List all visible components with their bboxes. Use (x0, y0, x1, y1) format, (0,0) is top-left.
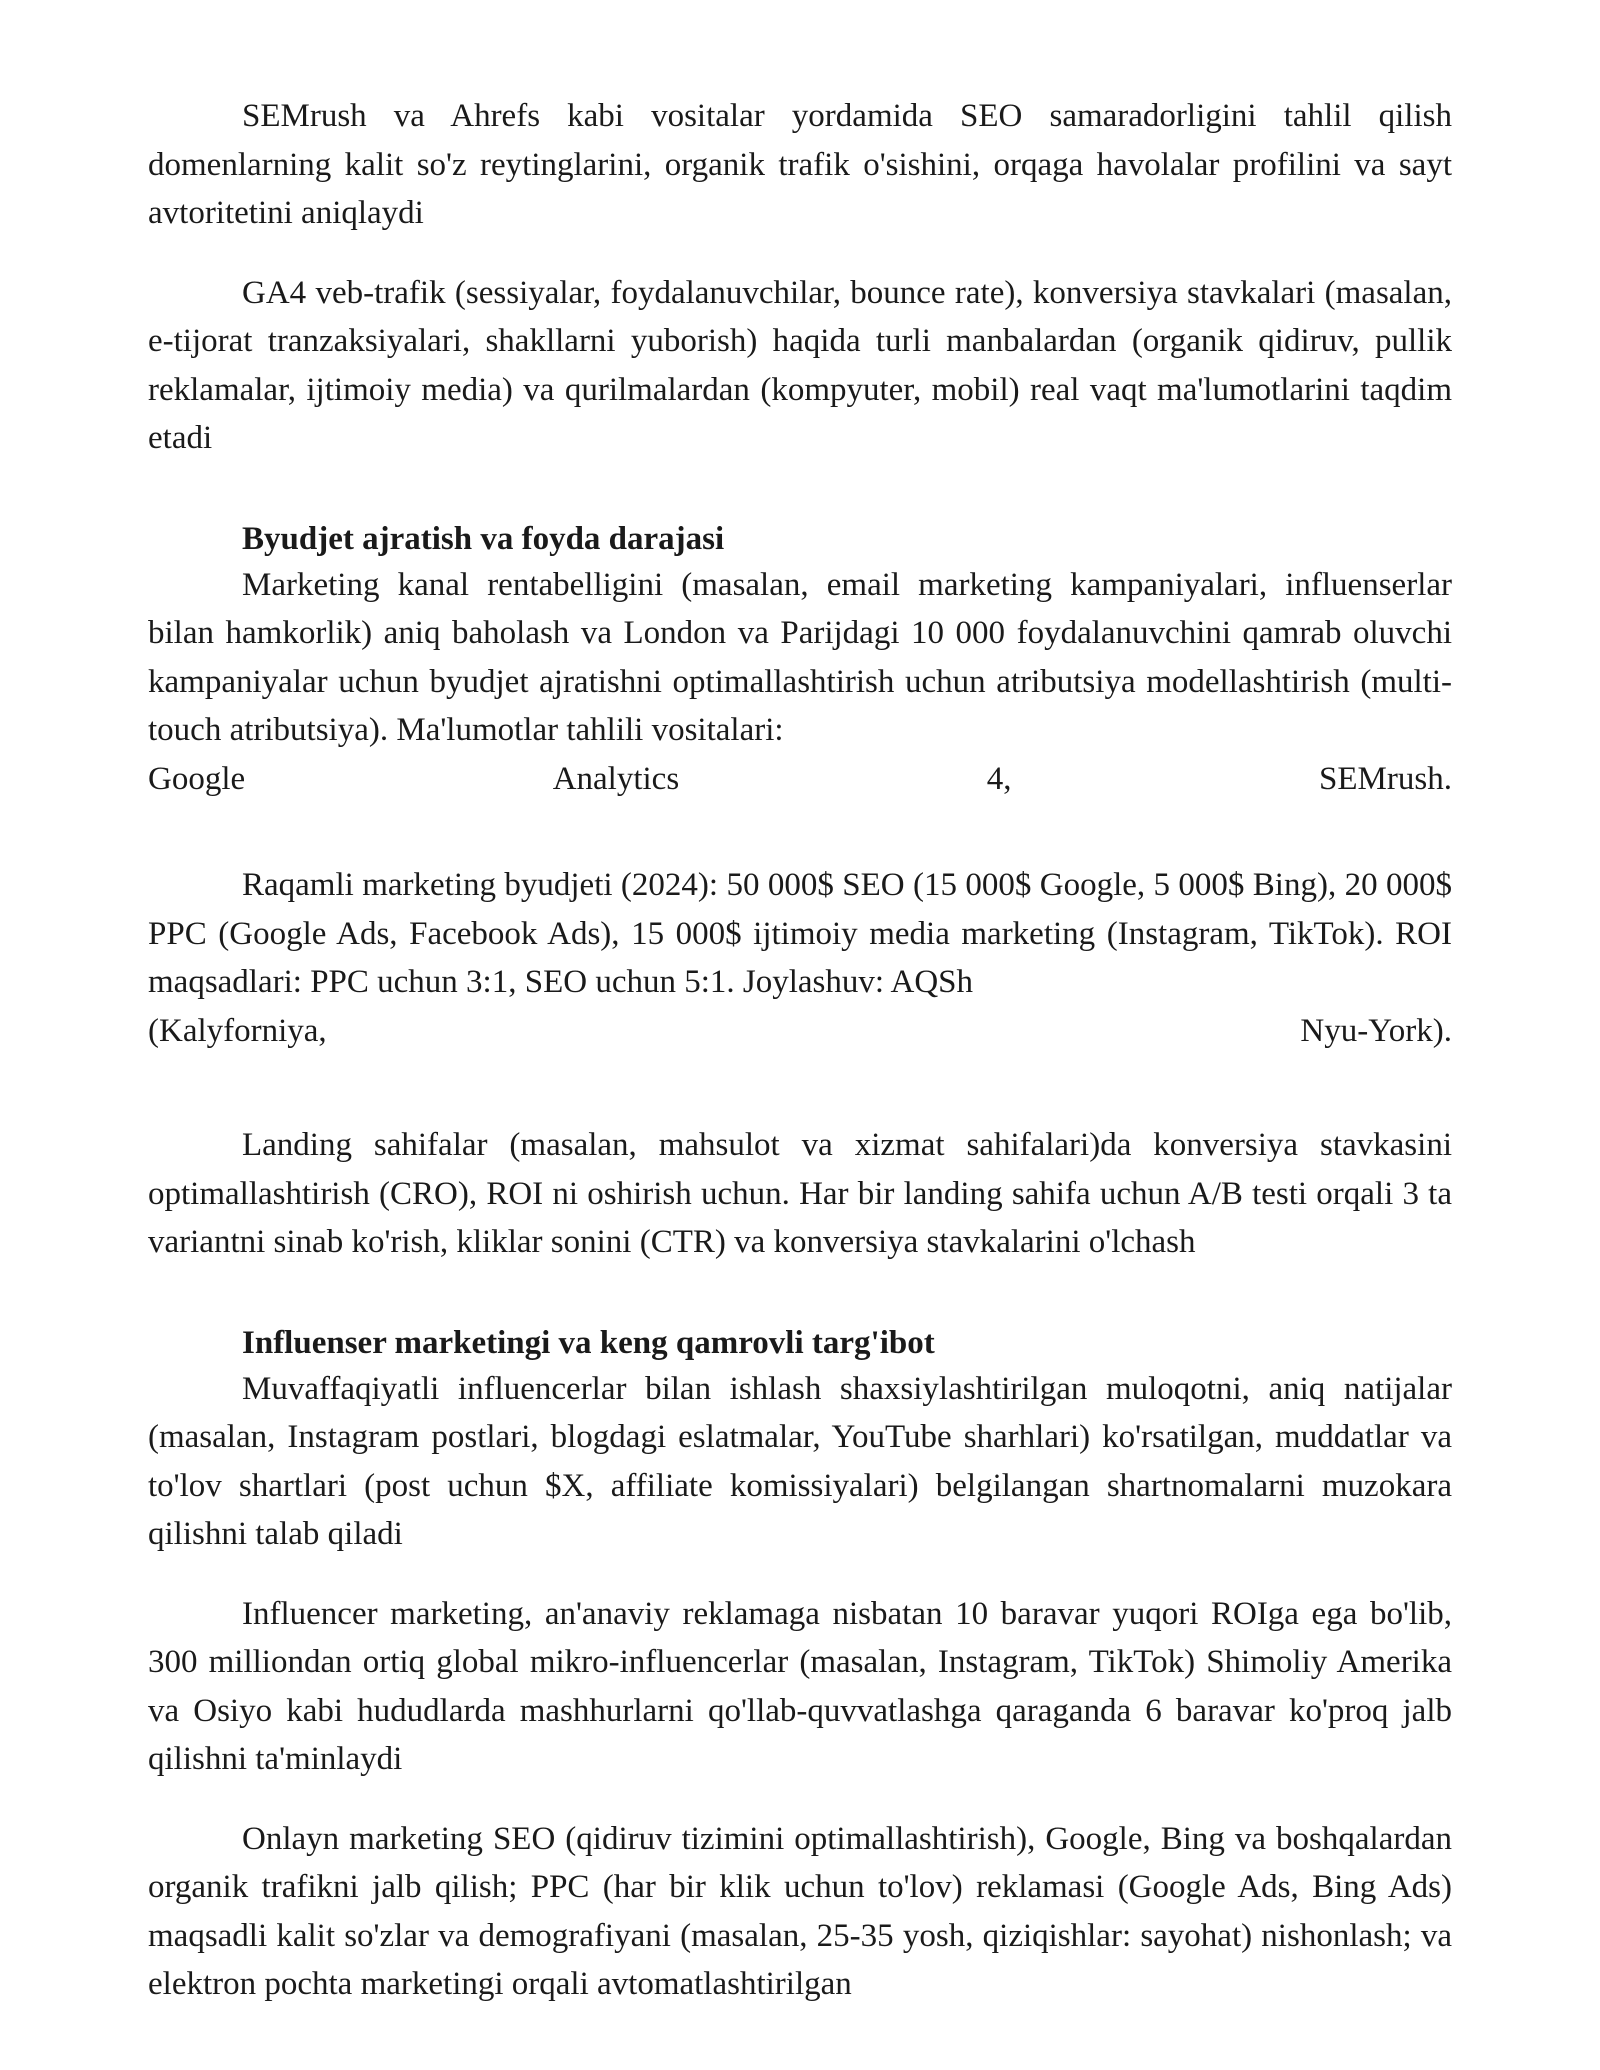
paragraph-influencer-contracts: Muvaffaqiyatli influencerlar bilan ishlash shaxsiylashtirilgan muloqotni, aniq natijalar (masalan, Instagram postlari, blogdagi eslatmalar, YouTube sharhlari) ko'rsatilgan, muddatlar va to'lov shartlari (post uchun $X, affiliate komissiyalari) belgilangan shartnomalarni muzokara qilishni talab qiladi (148, 1370, 1452, 1552)
tail-word: Nyu-York). (1300, 1012, 1452, 1049)
tail-word: (Kalyforniya, (148, 1012, 327, 1049)
heading-budget: Byudjet ajratish va foyda darajasi (242, 520, 725, 557)
paragraph-ga4: GA4 veb-trafik (sessiyalar, foydalanuvchilar, bounce rate), konversiya stavkalari (masalan, e-tijorat tranzaksiyalari, shakllarni yuborish) haqida turli manbalardan (organik qidiruv, pullik reklamalar, ijtimoiy media) va qurilmalardan (kompyuter, mobil) real vaqt ma'lumotlarini taqdim etadi (148, 274, 1452, 456)
tail-word: Google (148, 760, 246, 797)
tail-word: Analytics (552, 760, 680, 797)
paragraph-budget-2024: Raqamli marketing byudjeti (2024): 50 000$ SEO (15 000$ Google, 5 000$ Bing), 20 000$ PPC (Google Ads, Facebook Ads), 15 000$ ijtimoiy media marketing (Instagram, TikTok). ROI maqsadlari: PPC uchun 3:1, SEO uchun 5:1. Joylashuv: AQSh (148, 867, 1452, 1000)
paragraph-attribution: Marketing kanal rentabelligini (masalan, email marketing kampaniyalari, influenserlar bilan hamkorlik) aniq baholash va London va Parijdagi 10 000 foydalanuvchini qamrab oluvchi kampaniyalar uchun byudjet ajratishni optimallashtirish uchun atributsiya modellashtirish (multi-touch atributsiya). Ma'lumotlar tahlili vositalari: (148, 566, 1452, 748)
paragraph-seo-analysis: SEMrush va Ahrefs kabi vositalar yordamida SEO samaradorligini tahlil qilish domenlarning kalit so'z reytinglarini, organik trafik o'sishini, orqaga havolalar profilini va sayt avtoritetini aniqlaydi (148, 98, 1452, 231)
document-body (148, 92, 1452, 2009)
paragraph-attribution-tail (148, 755, 1452, 804)
paragraph-landing-cro: Landing sahifalar (masalan, mahsulot va xizmat sahifalari)da konversiya stavkasini optimallashtirish (CRO), ROI ni oshirish uchun. Har bir landing sahifa uchun A/B testi orqali 3 ta variantni sinab ko'rish, kliklar sonini (CTR) va konversiya stavkalarini o'lchash (148, 1127, 1452, 1260)
tail-word: SEMrush. (1319, 760, 1452, 797)
paragraph-online-marketing: Onlayn marketing SEO (qidiruv tizimini optimallashtirish), Google, Bing va boshqalardan organik trafikni jalb qilish; PPC (har bir klik uchun to'lov) reklamasi (Google Ads, Bing Ads) maqsadli kalit so'zlar va demografiyani (masalan, 25-35 yosh, qiziqishlar: sayohat) nishonlash; va elektron pochta marketingi orqali avtomatlashtirilgan (148, 1820, 1452, 2002)
paragraph-budget-tail (148, 1007, 1452, 1056)
tail-word: 4, (986, 760, 1012, 797)
paragraph-influencer-roi: Influencer marketing, an'anaviy reklamaga nisbatan 10 baravar yuqori ROIga ega bo'lib, 300 milliondan ortiq global mikro-influencerlar (masalan, Instagram, TikTok) Shimoliy Amerika va Osiyo kabi hududlarda mashhurlarni qo'llab-quvvatlashga qaraganda 6 baravar ko'proq jalb qilishni ta'minlaydi (148, 1595, 1452, 1777)
heading-influencer: Influenser marketingi va keng qamrovli targ'ibot (242, 1324, 935, 1361)
